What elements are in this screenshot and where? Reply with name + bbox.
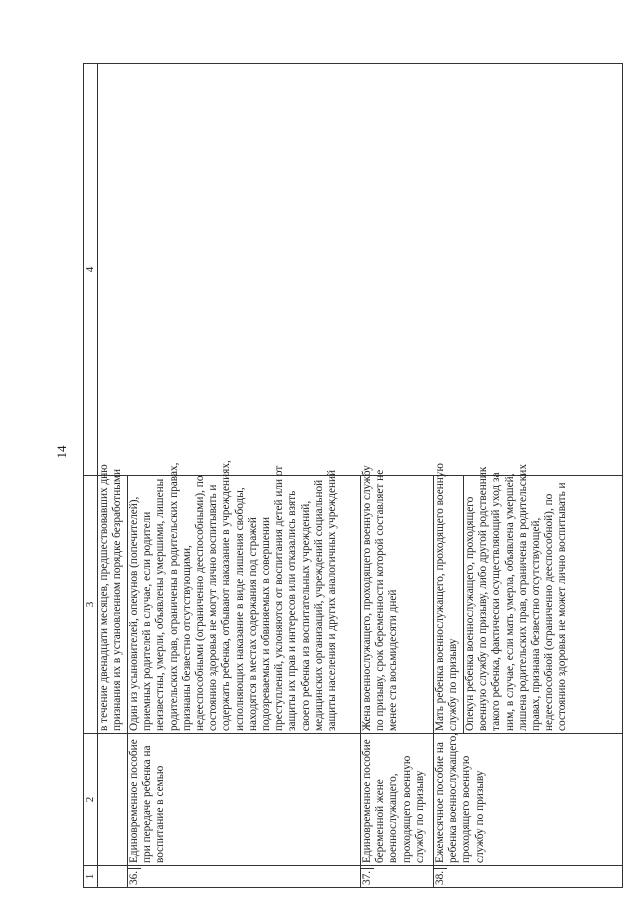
table-header-row [84,64,98,888]
page-number: 14 [54,445,69,459]
description-line: находятся в местах содержания под стражей [246,517,259,731]
description-line: состоянию здоровья не могут лично воспитывать и [207,484,220,731]
description-line: службу по призыву [447,638,460,731]
cell-description [98,464,128,734]
benefit-line: Единовременное пособие [361,739,373,863]
benefit-line: военнослужащего, [387,773,400,863]
description-line: признания их в установленном порядке безработными [111,468,124,731]
description-line: по призыву, срок беременности которой составляет не [374,469,387,731]
header-col-2: 2 [84,734,98,866]
description-line: защиты их прав и интересов или отказались взять [286,490,299,731]
header-col-1: 1 [84,866,98,888]
cell-description [434,463,464,734]
description-line: содержать ребенка, отбывают наказание в учреждениях, [220,460,233,731]
description-line: в течение двенадцати месяцев, предшествовавших дню [98,464,110,731]
cell-col4-empty [98,64,623,476]
description-line: Один из усыновителей, опекунов (попечителей), [128,496,140,731]
benefit-line: воспитание в семью [154,765,167,863]
description-line: Жена военнослужащего, проходящего военную службу [361,465,373,731]
description-line: состоянию здоровья не может лично воспитывать и [556,482,569,731]
description-line: защиты населения и других аналогичных учреждений [326,469,339,731]
description-line: медицинских организаций, учреждений социальной [312,479,325,731]
row-number: 36. [128,868,141,885]
benefit-line: беременной жене [374,779,387,863]
description-line: Опекун ребенка военнослужащего, проходящего [464,496,476,731]
cell-number [98,866,128,888]
benefit-line: при передаче ребенка на [141,745,154,863]
description-line: преступлений, уклоняются от воспитания детей или от [273,465,286,731]
benefit-line: ребенка военнослужащего, [447,732,460,863]
row-number: 37. [361,868,374,885]
cell-benefit [361,734,434,866]
header-col-4: 4 [84,64,98,476]
description-line: признаны безвестно отсутствующими, [180,545,193,731]
benefit-line: Единовременное пособие [128,739,140,863]
description-line: неизвестны, умерли, объявлены умершими, лишены [154,478,167,731]
description-line: подозреваемых и обвиняемых в совершении [260,516,273,731]
cell-number [128,866,361,888]
description-line: менее ста восьмидесяти дней [387,589,400,731]
description-line: недееспособной (ограниченно дееспособной), по [543,493,556,731]
header-col-3: 3 [84,476,98,734]
description-line: своего ребенка из воспитательных учреждений, [299,500,312,731]
cell-benefit [434,734,623,866]
description-line: ним, в случае, если мать умерла, объявлена умершей, [503,473,516,731]
cell-number [434,866,623,888]
table-row-continuation [98,64,128,888]
description-line: военную службу по призыву, либо другой родственник [477,466,490,731]
description-line: такого ребенка, фактически осуществляющий уход за [490,472,503,731]
benefit-line: проходящего военную [400,755,413,863]
benefit-line: Ежемесячное пособие на [434,742,446,863]
description-line: исполняющих наказание в виде лишения свободы, [233,487,246,731]
benefit-line: проходящего военную [460,755,473,863]
benefit-line: службу по призыву [473,770,486,863]
description-line: лишена родительских прав, ограничена в родительских [516,464,529,731]
description-line: правах, признана безвестно отсутствующей, [530,517,543,731]
description-line: недееспособными (ограниченно дееспособными), по [194,475,207,731]
benefits-table [83,63,623,888]
row-number: 38. [434,868,447,885]
cell-number [361,866,434,888]
cell-description [128,460,361,734]
cell-description [464,464,623,734]
description-line: родительских прав, ограничены в родительских правах, [167,462,180,731]
benefit-line: службу по призыву [413,770,426,863]
benefits-table-rotated [83,64,621,888]
description-line: Мать ребенка военнослужащего, проходящего военную [434,463,446,731]
description-line: приемных родителей в случае, если родители [141,511,154,731]
cell-description [361,465,434,734]
cell-benefit [128,734,361,866]
cell-benefit [98,734,128,866]
